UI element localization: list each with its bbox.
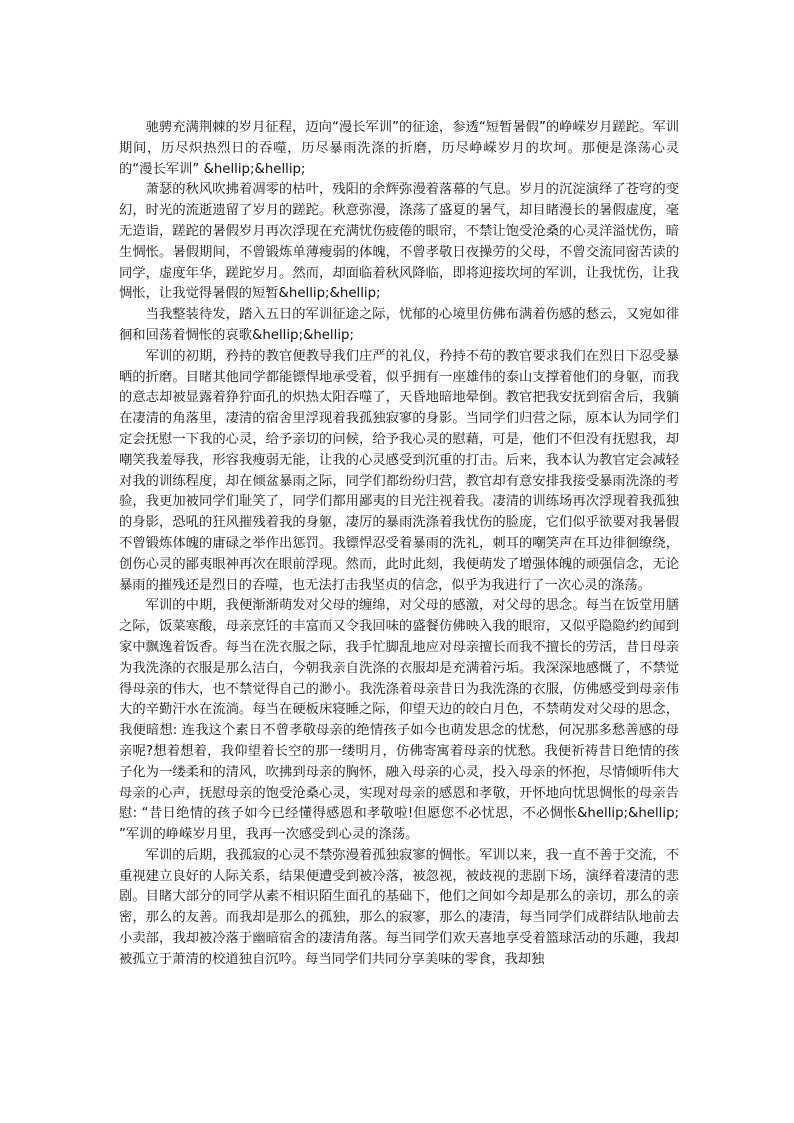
paragraph-departure: 当我整装待发，踏入五日的军训征途之际，忧郁的心境里仿佛布满着伤感的愁云，又宛如徘徊和回荡着惆怅的哀歌&hellip;&hellip; bbox=[119, 307, 679, 343]
paragraph-middle-training: 军训的中期，我便渐渐萌发对父母的缠绵，对父母的感激，对父母的思念。每当在饭堂用膳之际，饭菜寒酸，母亲烹饪的丰富而又令我回味的盛餐仿佛映入我的眼帘，又似乎隐隐约约闻到家中飘逸着饭香。每当在洗衣服之际，我手忙脚乱地应对母亲擅长而我不擅长的劳活，昔日母亲为我洗涤的衣服是那么洁白，今朝我亲自洗涤的衣服却是充满着污垢。我深深地感慨了，不禁觉得母亲的伟大，也不禁觉得自己的渺小。我洗涤着母亲昔日为我洗涤的衣服，仿佛感受到母亲伟大的辛勤汗水在流淌。每当在硬板床寝睡之际，仰望天边的皎白月色，不禁萌发对父母的思念，我便暗想: 连我这个素日不曾孝敬母亲的绝情孩子如今也萌发思念的忧愁，何况那多愁善感的母亲呢?想着想着，我仰望着长空的那一缕明月，仿佛寄寓着母亲的忧愁。我便祈祷昔日绝情的孩子化为一缕柔和的清风，吹拂到母亲的胸怀，融入母亲的心灵，投入母亲的怀抱，尽情倾听伟大母亲的心声，抚慰母亲的饱受沧桑心灵，实现对母亲的感恩和孝敬，开怀地向忧思惆怅的母亲告慰: “昔日绝情的孩子如今已经懂得感恩和孝敬啦!但愿您不必忧思，不必惆怅&hellip;&hellip; ”军训的峥嵘岁月里，我再一次感受到心灵的涤荡。 bbox=[119, 598, 679, 843]
paragraph-late-training: 军训的后期，我孤寂的心灵不禁弥漫着孤独寂寥的惆怅。军训以来，我一直不善于交流，不重视建立良好的人际关系，结果便遭受到被冷落，被忽视，被歧视的悲剧下场，演绎着凄清的悲剧。目睹大部分的同学从素不相识陌生面孔的基础下，他们之间如今却是那么的亲切，那么的亲密，那么的友善。而我却是那么的孤独，那么的寂寥，那么的凄清，每当同学们成群结队地前去小卖部，我却被冷落于幽暗宿舍的凄清角落。每当同学们欢天喜地享受着篮球活动的乐趣，我却被孤立于萧清的校道独自沉吟。每当同学们共同分享美味的零食，我却独 bbox=[119, 847, 679, 967]
paragraph-autumn: 萧瑟的秋风吹拂着凋零的枯叶，残阳的余辉弥漫着落幕的气息。岁月的沉淀演绎了苍穹的变幻，时光的流逝遗留了岁月的蹉跎。秋意弥漫，涤荡了盛夏的暑气，却目睹漫长的暑假虚度，毫无造诣，蹉跎的暑假岁月再次浮现在充满忧伤疲倦的眼帘，不禁让饱受沧桑的心灵洋溢忧伤，暗生惆怅。暑假期间，不曾锻炼单薄瘦弱的体魄，不曾孝敬日夜操劳的父母，不曾交流同窗苦读的同学，虚度年华，蹉跎岁月。然而，却面临着秋风降临，即将迎接坎坷的军训，让我忧伤，让我惆怅，让我觉得暑假的短暂&hellip;&hellip; bbox=[119, 182, 679, 302]
essay-body bbox=[119, 118, 679, 971]
paragraph-intro: 驰骋充满荆棘的岁月征程，迈向“漫长军训”的征途，参透“短暂暑假”的峥嵘岁月蹉跎。军训期间，历尽炽热烈日的吞噬，历尽暴雨洗涤的折磨，历尽峥嵘岁月的坎坷。那便是涤荡心灵的“漫长军训” &hellip;&hellip; bbox=[119, 120, 679, 177]
paragraph-early-training: 军训的初期，矜持的教官便教导我们庄严的礼仪，矜持不苟的教官要求我们在烈日下忍受暴晒的折磨。目睹其他同学都能镖悍地承受着，似乎拥有一座雄伟的泰山支撑着他们的身躯，而我的意志却被显露着狰狞面孔的炽热太阳吞噬了，天昏地暗地晕倒。教官把我安抚到宿舍后，我躺在凄清的角落里，凄清的宿舍里浮现着我孤独寂寥的身影。当同学们归营之际，原本认为同学们定会抚慰一下我的心灵，给予亲切的问候，给予我心灵的慰藉，可是，他们不但没有抚慰我，却嘲笑我羞辱我，形容我瘦弱无能，让我的心灵感受到沉重的打击。后来，我本认为教官定会减轻对我的训练程度，却在倾盆暴雨之际，同学们都纷纷归营，教官却有意安排我接受暴雨洗涤的考验，我更加被同学们耻笑了，同学们都用鄙夷的目光注视着我。凄清的训练场再次浮现着我孤独的身影，恐吼的狂风摧残着我的身躯，凄厉的暴雨洗涤着我忧伤的脸庞，它们似乎欲要对我暑假不曾锻炼体魄的庸碌之举作出惩罚。我镖悍忍受着暴雨的洗礼，刺耳的嘲笑声在耳边徘徊缭绕，创伤心灵的鄙夷眼神再次在眼前浮现。然而，此时此刻，我便萌发了增强体魄的顽强信念，无论暴雨的摧残还是烈日的吞噬，也无法打击我坚贞的信念，似乎为我进行了一次心灵的涤荡。 bbox=[119, 348, 679, 593]
